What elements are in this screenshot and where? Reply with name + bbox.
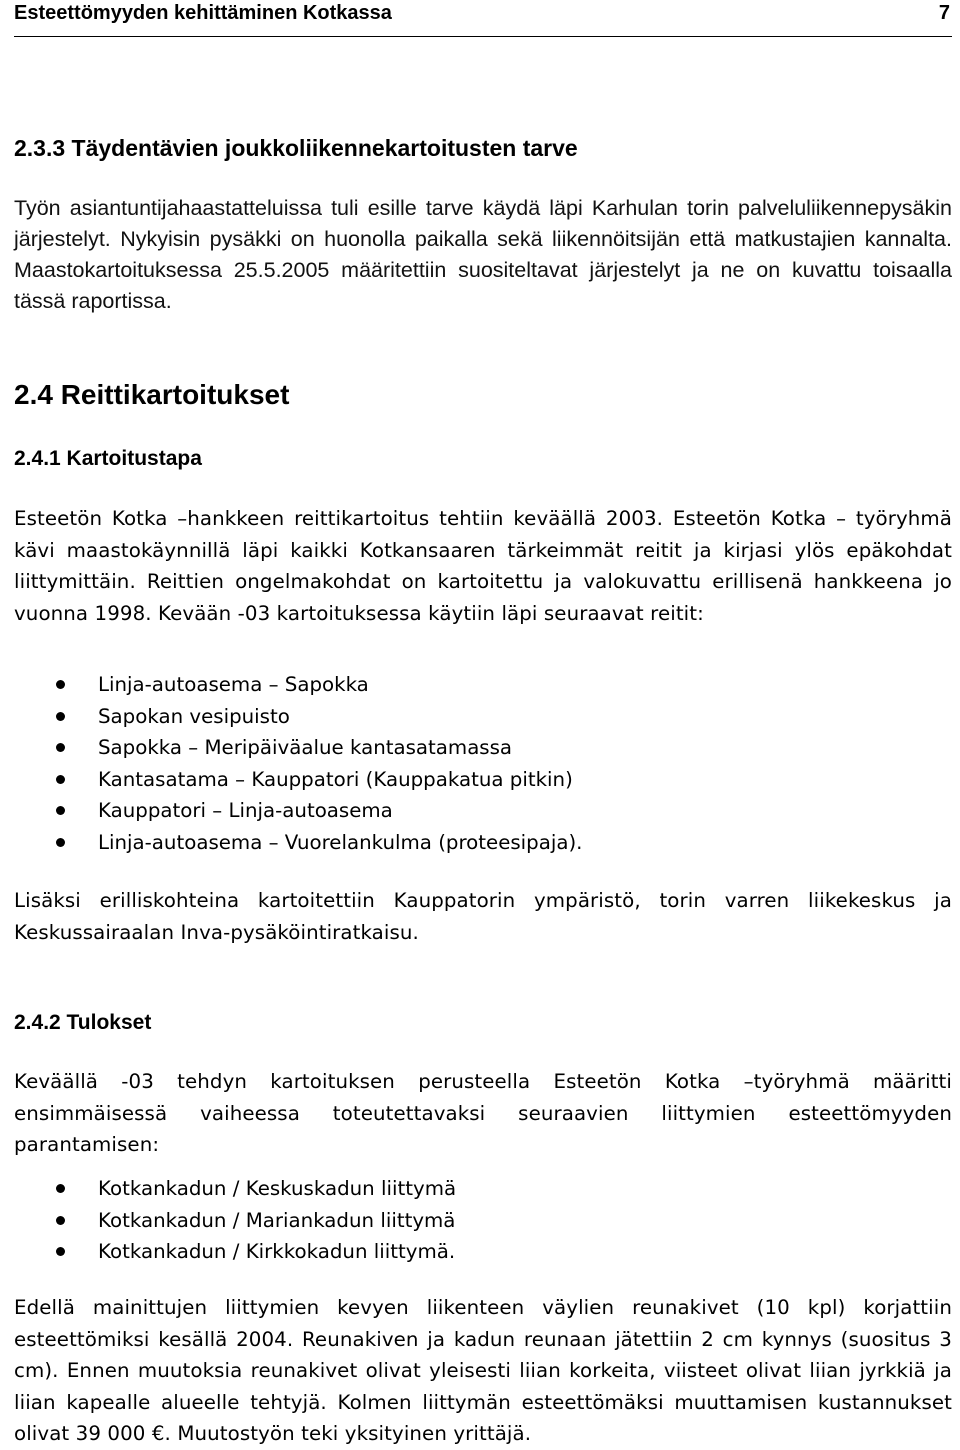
list-item xyxy=(14,795,582,827)
list-item-text: Sapokka – Meripäiväalue kantasatamassa xyxy=(98,736,513,760)
paragraph-2-4-2-after: Edellä mainittujen liittymien kevyen liikenteen väylien reunakivet (10 kpl) korjattiin esteettömiksi kesällä 2004. Reunakiven ja kadun reunaan jätettiin 2 cm kynnys (suositus 3 cm). Ennen muutoksia reunakivet olivat yleisesti liian korkeita, viisteet olivat liian jyrkkiä ja liian kapealle alueelle tehtyjä. Kolmen liittymän esteettömäksi muuttamisen kustannukset olivat 39 000 €. Muutostyön teki yksityinen yrittäjä. xyxy=(14,1296,952,1445)
list-item xyxy=(14,827,582,859)
list-item-text: Kauppatori – Linja-autoasema xyxy=(98,799,393,823)
bullet-icon xyxy=(56,1216,65,1225)
list-item xyxy=(14,669,582,701)
list-item-text: Linja-autoasema – Sapokka xyxy=(98,673,369,696)
page-number: 7 xyxy=(938,2,950,24)
list-item xyxy=(14,701,582,733)
list-item-text: Sapokan vesipuisto xyxy=(98,704,290,728)
list-item-text: Linja-autoasema – Vuorelankulma (proteesipaja). xyxy=(98,830,583,854)
bullet-icon xyxy=(56,712,65,721)
bullet-icon xyxy=(56,1247,65,1256)
header-title: Esteettömyyden kehittäminen Kotkassa xyxy=(14,2,392,24)
page-header xyxy=(14,0,952,36)
bullet-icon xyxy=(56,838,65,847)
list-item xyxy=(14,1205,456,1237)
heading-2-4-2: 2.4.2 Tulokset xyxy=(14,1011,152,1034)
heading-2-4-1: 2.4.1 Kartoitustapa xyxy=(14,447,202,470)
list-item-text: Kotkankadun / Mariankadun liittymä xyxy=(98,1208,456,1232)
paragraph-2-4-1: Esteetön Kotka –hankkeen reittikartoitus tehtiin keväällä 2003. Esteetön Kotka – työryhmä kävi maastokäynnillä läpi kaikki Kotkansaaren tärkeimmät reitit ja kirjasi ylös epäkohdat liittymittäin. Reittien ongelmakohdat on kartoitettu ja valokuvattu erillisenä hankkeena jo vuonna 1998. Kevään -03 kartoituksessa käytiin läpi seuraavat reitit: xyxy=(14,507,952,625)
junctions-list xyxy=(14,1173,456,1268)
bullet-icon xyxy=(56,806,65,815)
bullet-icon xyxy=(56,743,65,752)
paragraph-2-4-1-after: Lisäksi erilliskohteina kartoitettiin Kauppatorin ympäristö, torin varren liikekeskus ja Keskussairaalan Inva-pysäköintiratkaisu. xyxy=(14,889,952,944)
routes-list xyxy=(14,669,582,859)
bullet-icon xyxy=(56,1184,65,1193)
paragraph-2-4-2: Keväällä -03 tehdyn kartoituksen perusteella Esteetön Kotka –työryhmä määritti ensimmäisessä vaiheessa toteutettavaksi seuraavien liittymien esteettömyyden parantamisen: xyxy=(14,1070,952,1156)
heading-2-3-3: 2.3.3 Täydentävien joukkoliikennekartoitusten tarve xyxy=(14,135,578,161)
paragraph-2-3-3: Työn asiantuntijahaastatteluissa tuli esille tarve käydä läpi Karhulan torin palveluliikennepysäkin järjestelyt. Nykyisin pysäkki on huonolla paikalla sekä liikennöitsijän että matkustajien kannalta. Maastokartoituksessa 25.5.2005 määritettiin suositeltavat järjestelyt ja ne on kuvattu toisaalla tässä raportissa. xyxy=(14,196,952,313)
list-item-text: Kantasatama – Kauppatori (Kauppakatua pitkin) xyxy=(98,767,573,791)
bullet-icon xyxy=(56,775,65,784)
list-item xyxy=(14,732,582,764)
list-item-text: Kotkankadun / Keskuskadun liittymä xyxy=(98,1177,457,1200)
bullet-icon xyxy=(56,680,65,689)
list-item xyxy=(14,1173,456,1205)
list-item-text: Kotkankadun / Kirkkokadun liittymä. xyxy=(98,1240,456,1264)
header-rule xyxy=(14,36,952,37)
list-item xyxy=(14,764,582,796)
list-item xyxy=(14,1236,456,1268)
heading-2-4: 2.4 Reittikartoitukset xyxy=(14,379,290,410)
